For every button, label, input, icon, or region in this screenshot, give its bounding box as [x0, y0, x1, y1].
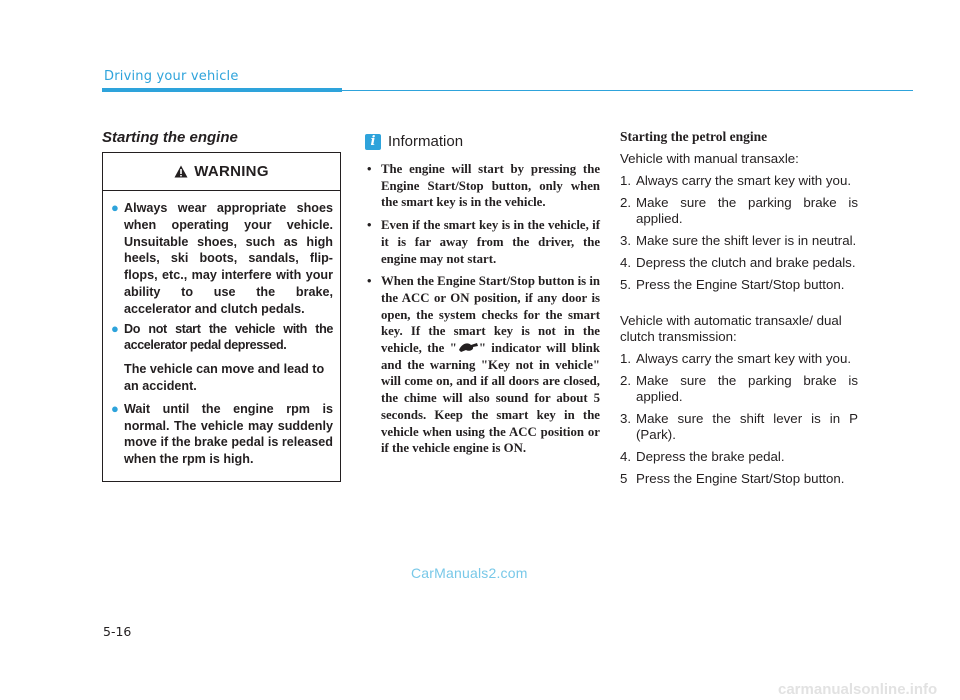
footer-site-link[interactable]: carmanualsonline.info [778, 681, 938, 698]
watermark: CarManuals2.com [411, 565, 528, 581]
manual-step: 2. Make sure the parking brake is applied. [620, 195, 858, 226]
warning-box [102, 152, 341, 482]
warning-note: The vehicle can move and lead to an accident. [124, 362, 325, 393]
bullet-icon: ● [111, 400, 119, 416]
key-indicator-icon [457, 341, 479, 353]
automatic-step: 5 Press the Engine Start/Stop button. [620, 471, 845, 486]
automatic-step: 4. Depress the brake pedal. [620, 449, 785, 464]
spacer [620, 299, 858, 313]
warning-triangle-icon [174, 165, 188, 178]
manual-step: 3. Make sure the shift lever is in neutral. [620, 233, 857, 248]
warning-item: ● Always wear appropriate shoes when operating your vehicle. Unsuitable shoes, such as high heels, ski boots, sandals, flip-flops, etc., may interfere with your ability to use the brake, accelerator and clutch pedals. [111, 200, 333, 316]
manual-step: 5. Press the Engine Start/Stop button. [620, 277, 845, 292]
warning-body [103, 191, 340, 468]
bullet-icon: • [367, 162, 372, 176]
header-title: Driving your vehicle [104, 69, 239, 84]
bullet-icon: • [367, 274, 372, 289]
information-item: • Even if the smart key is in the vehicle, if it is far away from the driver, the engine may not start. [367, 218, 600, 266]
bullet-icon: ● [111, 200, 119, 215]
header-rule-thick [102, 88, 342, 92]
petrol-section-title: Starting the petrol engine [620, 129, 768, 144]
manual-intro: Vehicle with manual transaxle: [620, 151, 799, 166]
page-number: 5-16 [103, 624, 132, 639]
information-heading [365, 133, 463, 150]
automatic-intro: Vehicle with automatic transaxle/ dual clutch transmission: [620, 313, 842, 344]
automatic-step: 1. Always carry the smart key with you. [620, 351, 852, 366]
header-rule-thin [342, 90, 913, 92]
section-title: Starting the engine [102, 129, 238, 146]
information-icon: i [365, 134, 381, 150]
warning-item: ● Do not start the vehicle with the accelerator pedal depressed. [111, 320, 333, 353]
warning-item: ● Wait until the engine rpm is normal. The vehicle may suddenly move if the brake pedal is released when the rpm is high. [111, 400, 333, 467]
warning-header [103, 153, 340, 191]
manual-step: 1. Always carry the smart key with you. [620, 173, 852, 188]
information-list [367, 161, 600, 457]
bullet-icon: • [367, 218, 372, 233]
automatic-step: 3. Make sure the shift lever is in P (Park). [620, 411, 858, 442]
manual-step: 4. Depress the clutch and brake pedals. [620, 255, 856, 270]
automatic-step: 2. Make sure the parking brake is applied. [620, 373, 858, 404]
warning-label: WARNING [194, 163, 269, 180]
information-item: • When the Engine Start/Stop button is in the ACC or ON position, if any door is open, the system checks for the smart key. If the smart key is not in the vehicle, the " " indicator will blink and the warning "Key not in vehicle" will come on, and if all doors are closed, the chime will also sound for about 5 seconds. Keep the smart key in the vehicle when using the ACC position or if the vehicle engine is ON. [367, 274, 601, 456]
bullet-icon: ● [111, 320, 119, 336]
information-label: Information [388, 133, 464, 150]
petrol-section [620, 151, 858, 493]
information-item: • The engine will start by pressing the Engine Start/Stop button, only when the smart key is in the vehicle. [367, 162, 600, 210]
